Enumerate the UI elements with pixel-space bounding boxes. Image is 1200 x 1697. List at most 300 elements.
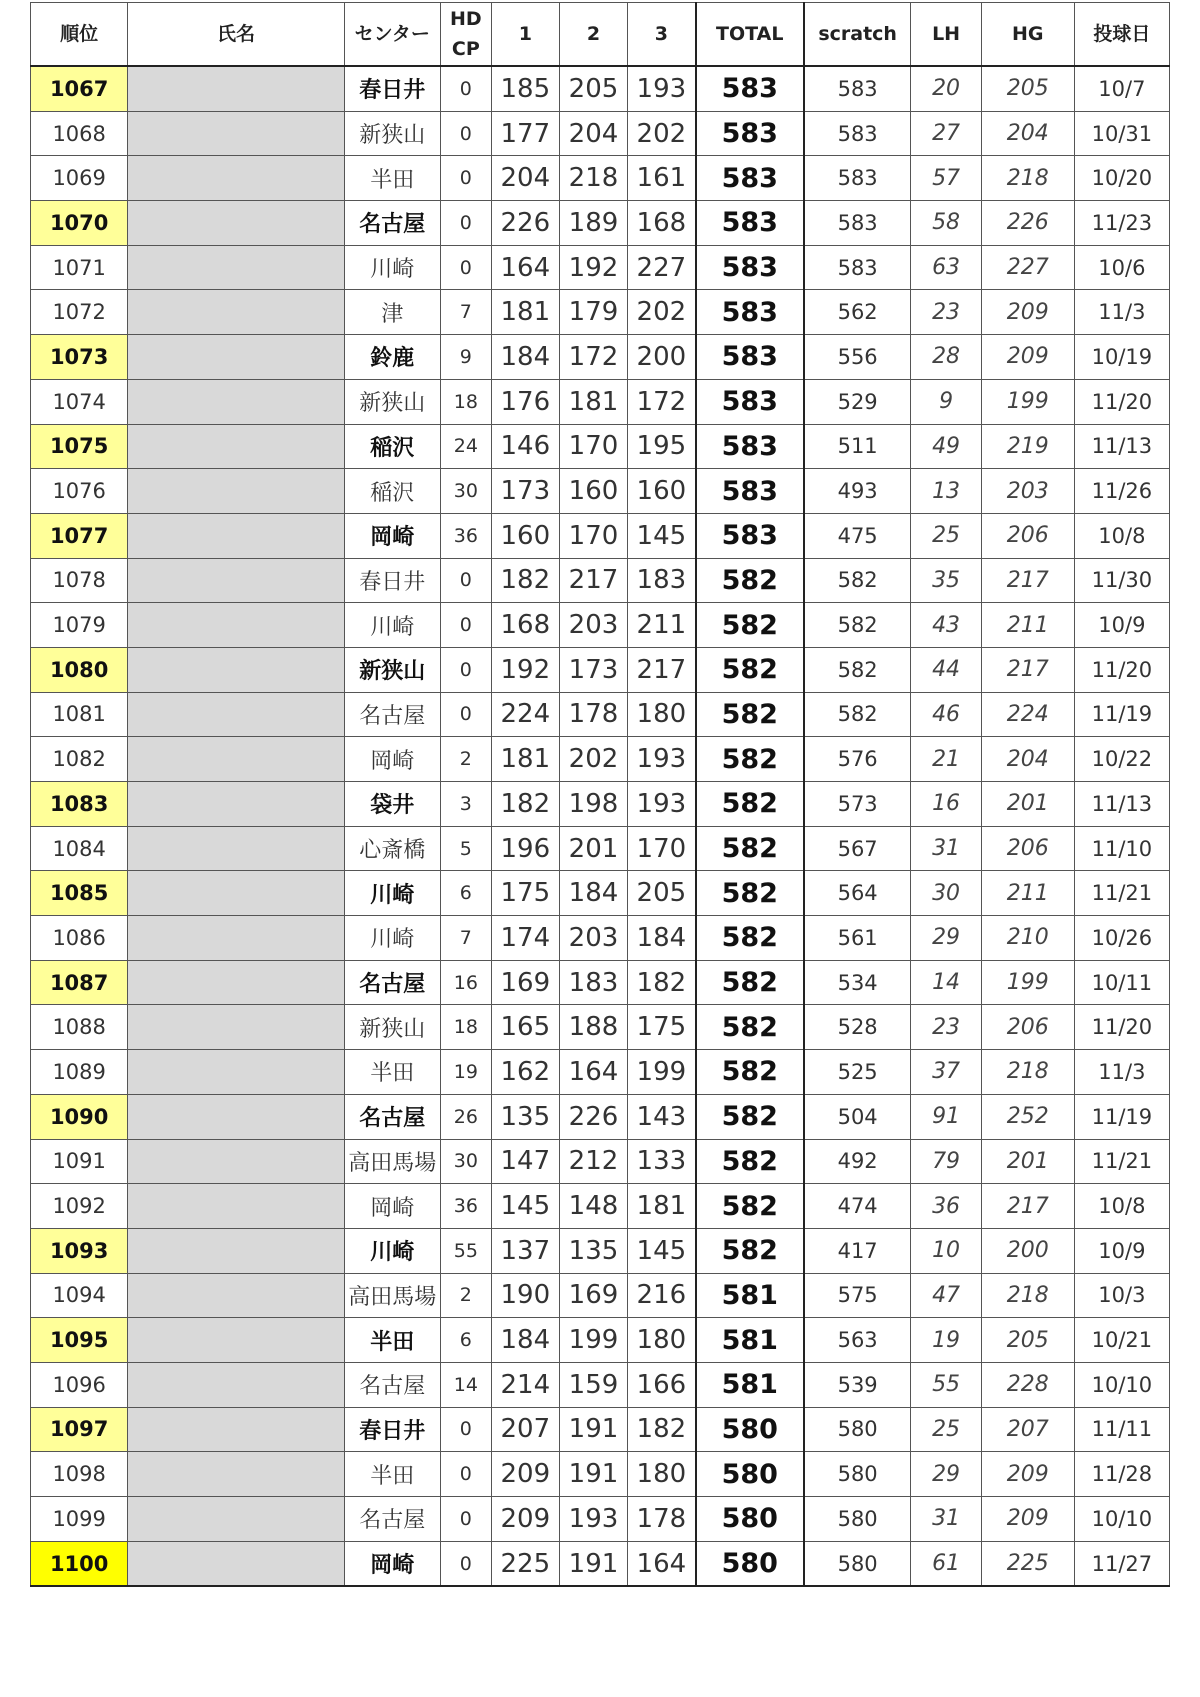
table-row [31,692,1170,737]
hdcp-cell: 18 [440,379,491,424]
game-3-cell: 182 [628,960,696,1005]
table-row [31,245,1170,290]
center-cell: 川崎 [344,916,440,961]
total-cell: 583 [696,424,804,469]
game-2-cell: 179 [559,290,627,335]
center-cell: 心斎橋 [344,826,440,871]
rank-cell: 1093 [31,1228,128,1273]
date-cell: 11/11 [1074,1407,1169,1452]
hg-cell: 204 [981,737,1074,782]
hdcp-cell: 30 [440,1139,491,1184]
game-2-cell: 198 [559,782,627,827]
game-1-cell: 175 [491,871,559,916]
date-cell: 10/10 [1074,1497,1169,1542]
name-cell [128,692,344,737]
table-row [31,201,1170,246]
total-cell: 583 [696,245,804,290]
lh-cell: 79 [911,1139,981,1184]
game-3-cell: 227 [628,245,696,290]
lh-cell: 35 [911,558,981,603]
total-cell: 582 [696,558,804,603]
date-cell: 11/20 [1074,647,1169,692]
hdcp-cell: 9 [440,335,491,380]
hg-cell: 218 [981,1273,1074,1318]
game-1-cell: 214 [491,1362,559,1407]
date-cell: 11/30 [1074,558,1169,603]
game-1-cell: 209 [491,1497,559,1542]
game-3-cell: 202 [628,290,696,335]
hg-cell: 200 [981,1228,1074,1273]
header-row [31,3,1170,67]
hg-cell: 206 [981,1005,1074,1050]
name-cell [128,1050,344,1095]
game-2-cell: 199 [559,1318,627,1363]
lh-cell: 28 [911,335,981,380]
table-row [31,111,1170,156]
hg-cell: 218 [981,156,1074,201]
scratch-cell: 582 [804,692,911,737]
hdcp-cell: 0 [440,1452,491,1497]
hdcp-cell: 18 [440,1005,491,1050]
hg-cell: 204 [981,111,1074,156]
rank-cell: 1074 [31,379,128,424]
hg-cell: 206 [981,513,1074,558]
hg-cell: 224 [981,692,1074,737]
lh-cell: 30 [911,871,981,916]
game-2-cell: 164 [559,1050,627,1095]
table-row [31,1407,1170,1452]
name-cell [128,335,344,380]
game-1-cell: 177 [491,111,559,156]
table-row [31,960,1170,1005]
table-row [31,469,1170,514]
rank-cell: 1071 [31,245,128,290]
header-center: センター [344,3,440,67]
hg-cell: 217 [981,1184,1074,1229]
game-3-cell: 145 [628,1228,696,1273]
table-row [31,66,1170,111]
hdcp-cell: 0 [440,558,491,603]
table-row [31,1050,1170,1095]
hdcp-cell: 0 [440,1407,491,1452]
name-cell [128,1318,344,1363]
name-cell [128,1362,344,1407]
rank-cell: 1075 [31,424,128,469]
ranking-table [30,2,1170,1587]
center-cell: 岡崎 [344,513,440,558]
name-cell [128,424,344,469]
date-cell: 11/23 [1074,201,1169,246]
center-cell: 名古屋 [344,1094,440,1139]
hdcp-cell: 7 [440,916,491,961]
game-3-cell: 172 [628,379,696,424]
game-3-cell: 145 [628,513,696,558]
center-cell: 半田 [344,1452,440,1497]
game-3-cell: 180 [628,1318,696,1363]
center-cell: 名古屋 [344,692,440,737]
header-lh: LH [911,3,981,67]
hdcp-cell: 0 [440,692,491,737]
total-cell: 581 [696,1362,804,1407]
table-row [31,1452,1170,1497]
hg-cell: 199 [981,960,1074,1005]
header-rank: 順位 [31,3,128,67]
table-row [31,379,1170,424]
total-cell: 583 [696,66,804,111]
total-cell: 582 [696,647,804,692]
date-cell: 11/21 [1074,1139,1169,1184]
rank-cell: 1091 [31,1139,128,1184]
scratch-cell: 556 [804,335,911,380]
game-1-cell: 182 [491,782,559,827]
scratch-cell: 580 [804,1541,911,1586]
game-2-cell: 181 [559,379,627,424]
game-1-cell: 226 [491,201,559,246]
center-cell: 高田馬場 [344,1273,440,1318]
scratch-cell: 583 [804,156,911,201]
game-3-cell: 161 [628,156,696,201]
hdcp-cell: 19 [440,1050,491,1095]
hdcp-cell: 55 [440,1228,491,1273]
name-cell [128,513,344,558]
lh-cell: 37 [911,1050,981,1095]
center-cell: 半田 [344,1050,440,1095]
table-row [31,1541,1170,1586]
game-2-cell: 203 [559,603,627,648]
hg-cell: 209 [981,335,1074,380]
date-cell: 10/11 [1074,960,1169,1005]
game-3-cell: 217 [628,647,696,692]
game-1-cell: 182 [491,558,559,603]
game-1-cell: 169 [491,960,559,1005]
game-3-cell: 166 [628,1362,696,1407]
game-2-cell: 202 [559,737,627,782]
game-1-cell: 204 [491,156,559,201]
scratch-cell: 511 [804,424,911,469]
lh-cell: 23 [911,290,981,335]
game-3-cell: 199 [628,1050,696,1095]
game-1-cell: 174 [491,916,559,961]
center-cell: 川崎 [344,871,440,916]
hdcp-cell: 2 [440,737,491,782]
name-cell [128,737,344,782]
center-cell: 春日井 [344,66,440,111]
scratch-cell: 580 [804,1407,911,1452]
game-1-cell: 176 [491,379,559,424]
date-cell: 10/19 [1074,335,1169,380]
hg-cell: 252 [981,1094,1074,1139]
date-cell: 10/6 [1074,245,1169,290]
scratch-cell: 582 [804,558,911,603]
name-cell [128,1139,344,1184]
total-cell: 582 [696,960,804,1005]
game-2-cell: 204 [559,111,627,156]
total-cell: 583 [696,513,804,558]
name-cell [128,603,344,648]
center-cell: 春日井 [344,558,440,603]
lh-cell: 44 [911,647,981,692]
center-cell: 川崎 [344,245,440,290]
date-cell: 10/9 [1074,603,1169,648]
rank-cell: 1082 [31,737,128,782]
game-3-cell: 168 [628,201,696,246]
game-1-cell: 224 [491,692,559,737]
hdcp-cell: 6 [440,1318,491,1363]
total-cell: 583 [696,469,804,514]
table-row [31,1497,1170,1542]
center-cell: 岡崎 [344,1184,440,1229]
game-2-cell: 170 [559,424,627,469]
game-3-cell: 164 [628,1541,696,1586]
total-cell: 582 [696,871,804,916]
table-row [31,1005,1170,1050]
game-1-cell: 207 [491,1407,559,1452]
rank-cell: 1099 [31,1497,128,1542]
table-row [31,1139,1170,1184]
game-2-cell: 226 [559,1094,627,1139]
date-cell: 11/28 [1074,1452,1169,1497]
total-cell: 583 [696,335,804,380]
hdcp-cell: 5 [440,826,491,871]
name-cell [128,469,344,514]
name-cell [128,1005,344,1050]
game-1-cell: 146 [491,424,559,469]
total-cell: 580 [696,1497,804,1542]
game-1-cell: 147 [491,1139,559,1184]
lh-cell: 31 [911,826,981,871]
date-cell: 11/19 [1074,692,1169,737]
hg-cell: 199 [981,379,1074,424]
total-cell: 580 [696,1452,804,1497]
rank-cell: 1092 [31,1184,128,1229]
game-1-cell: 181 [491,737,559,782]
game-1-cell: 196 [491,826,559,871]
name-cell [128,782,344,827]
hdcp-cell: 6 [440,871,491,916]
name-cell [128,1541,344,1586]
rank-cell: 1088 [31,1005,128,1050]
scratch-cell: 567 [804,826,911,871]
table-body [31,66,1170,1586]
name-cell [128,1497,344,1542]
game-3-cell: 181 [628,1184,696,1229]
name-cell [128,290,344,335]
game-1-cell: 225 [491,1541,559,1586]
game-2-cell: 160 [559,469,627,514]
game-3-cell: 170 [628,826,696,871]
lh-cell: 46 [911,692,981,737]
scratch-cell: 583 [804,66,911,111]
game-1-cell: 168 [491,603,559,648]
game-1-cell: 190 [491,1273,559,1318]
name-cell [128,156,344,201]
hdcp-cell: 36 [440,1184,491,1229]
rank-cell: 1098 [31,1452,128,1497]
scratch-cell: 573 [804,782,911,827]
table-row [31,603,1170,648]
table-row [31,647,1170,692]
header-game-1: 1 [491,3,559,67]
name-cell [128,66,344,111]
date-cell: 10/10 [1074,1362,1169,1407]
center-cell: 鈴鹿 [344,335,440,380]
scratch-cell: 561 [804,916,911,961]
scratch-cell: 580 [804,1497,911,1542]
scratch-cell: 583 [804,111,911,156]
game-2-cell: 159 [559,1362,627,1407]
table-row [31,1362,1170,1407]
lh-cell: 91 [911,1094,981,1139]
total-cell: 582 [696,1228,804,1273]
game-3-cell: 184 [628,916,696,961]
game-3-cell: 202 [628,111,696,156]
game-1-cell: 209 [491,1452,559,1497]
hg-cell: 207 [981,1407,1074,1452]
table-row [31,1094,1170,1139]
scratch-cell: 529 [804,379,911,424]
center-cell: 袋井 [344,782,440,827]
lh-cell: 16 [911,782,981,827]
game-1-cell: 164 [491,245,559,290]
game-1-cell: 165 [491,1005,559,1050]
name-cell [128,960,344,1005]
date-cell: 10/31 [1074,111,1169,156]
header-date: 投球日 [1074,3,1169,67]
date-cell: 10/22 [1074,737,1169,782]
table-row [31,335,1170,380]
game-2-cell: 135 [559,1228,627,1273]
center-cell: 半田 [344,156,440,201]
rank-cell: 1076 [31,469,128,514]
table-row [31,1228,1170,1273]
table-row [31,871,1170,916]
scratch-cell: 475 [804,513,911,558]
center-cell: 名古屋 [344,201,440,246]
hdcp-cell: 2 [440,1273,491,1318]
hg-cell: 218 [981,1050,1074,1095]
lh-cell: 29 [911,916,981,961]
date-cell: 11/20 [1074,379,1169,424]
game-1-cell: 135 [491,1094,559,1139]
total-cell: 583 [696,111,804,156]
game-2-cell: 203 [559,916,627,961]
date-cell: 11/20 [1074,1005,1169,1050]
center-cell: 稲沢 [344,424,440,469]
date-cell: 11/26 [1074,469,1169,514]
hg-cell: 226 [981,201,1074,246]
table-row [31,513,1170,558]
rank-cell: 1069 [31,156,128,201]
lh-cell: 55 [911,1362,981,1407]
hdcp-cell: 0 [440,603,491,648]
total-cell: 582 [696,1184,804,1229]
hg-cell: 217 [981,647,1074,692]
scratch-cell: 534 [804,960,911,1005]
rank-cell: 1081 [31,692,128,737]
hdcp-cell: 14 [440,1362,491,1407]
hdcp-cell: 0 [440,156,491,201]
hg-cell: 227 [981,245,1074,290]
lh-cell: 9 [911,379,981,424]
rank-cell: 1068 [31,111,128,156]
total-cell: 583 [696,379,804,424]
hg-cell: 201 [981,782,1074,827]
table-row [31,916,1170,961]
game-2-cell: 172 [559,335,627,380]
game-3-cell: 175 [628,1005,696,1050]
game-3-cell: 183 [628,558,696,603]
scratch-cell: 564 [804,871,911,916]
game-2-cell: 191 [559,1541,627,1586]
game-2-cell: 170 [559,513,627,558]
total-cell: 582 [696,1050,804,1095]
name-cell [128,1184,344,1229]
game-3-cell: 193 [628,737,696,782]
scratch-cell: 582 [804,603,911,648]
date-cell: 11/3 [1074,1050,1169,1095]
date-cell: 10/26 [1074,916,1169,961]
lh-cell: 27 [911,111,981,156]
table-row [31,1273,1170,1318]
lh-cell: 25 [911,513,981,558]
total-cell: 581 [696,1273,804,1318]
name-cell [128,245,344,290]
total-cell: 582 [696,1005,804,1050]
game-1-cell: 145 [491,1184,559,1229]
lh-cell: 58 [911,201,981,246]
name-cell [128,558,344,603]
hg-cell: 203 [981,469,1074,514]
center-cell: 高田馬場 [344,1139,440,1184]
hdcp-cell: 30 [440,469,491,514]
rank-cell: 1079 [31,603,128,648]
scratch-cell: 576 [804,737,911,782]
hg-cell: 211 [981,603,1074,648]
hg-cell: 210 [981,916,1074,961]
total-cell: 581 [696,1318,804,1363]
hdcp-cell: 0 [440,201,491,246]
game-1-cell: 173 [491,469,559,514]
game-2-cell: 191 [559,1407,627,1452]
name-cell [128,871,344,916]
hdcp-cell: 26 [440,1094,491,1139]
game-1-cell: 184 [491,1318,559,1363]
lh-cell: 57 [911,156,981,201]
game-1-cell: 181 [491,290,559,335]
total-cell: 582 [696,916,804,961]
game-3-cell: 205 [628,871,696,916]
rank-cell: 1070 [31,201,128,246]
hg-cell: 209 [981,290,1074,335]
lh-cell: 14 [911,960,981,1005]
total-cell: 580 [696,1541,804,1586]
hg-cell: 209 [981,1452,1074,1497]
rank-cell: 1096 [31,1362,128,1407]
scratch-cell: 493 [804,469,911,514]
game-1-cell: 192 [491,647,559,692]
rank-cell: 1084 [31,826,128,871]
game-2-cell: 191 [559,1452,627,1497]
lh-cell: 31 [911,1497,981,1542]
rank-cell: 1080 [31,647,128,692]
total-cell: 582 [696,826,804,871]
scratch-cell: 582 [804,647,911,692]
date-cell: 10/9 [1074,1228,1169,1273]
table-row [31,424,1170,469]
center-cell: 岡崎 [344,737,440,782]
hg-cell: 211 [981,871,1074,916]
hg-cell: 228 [981,1362,1074,1407]
